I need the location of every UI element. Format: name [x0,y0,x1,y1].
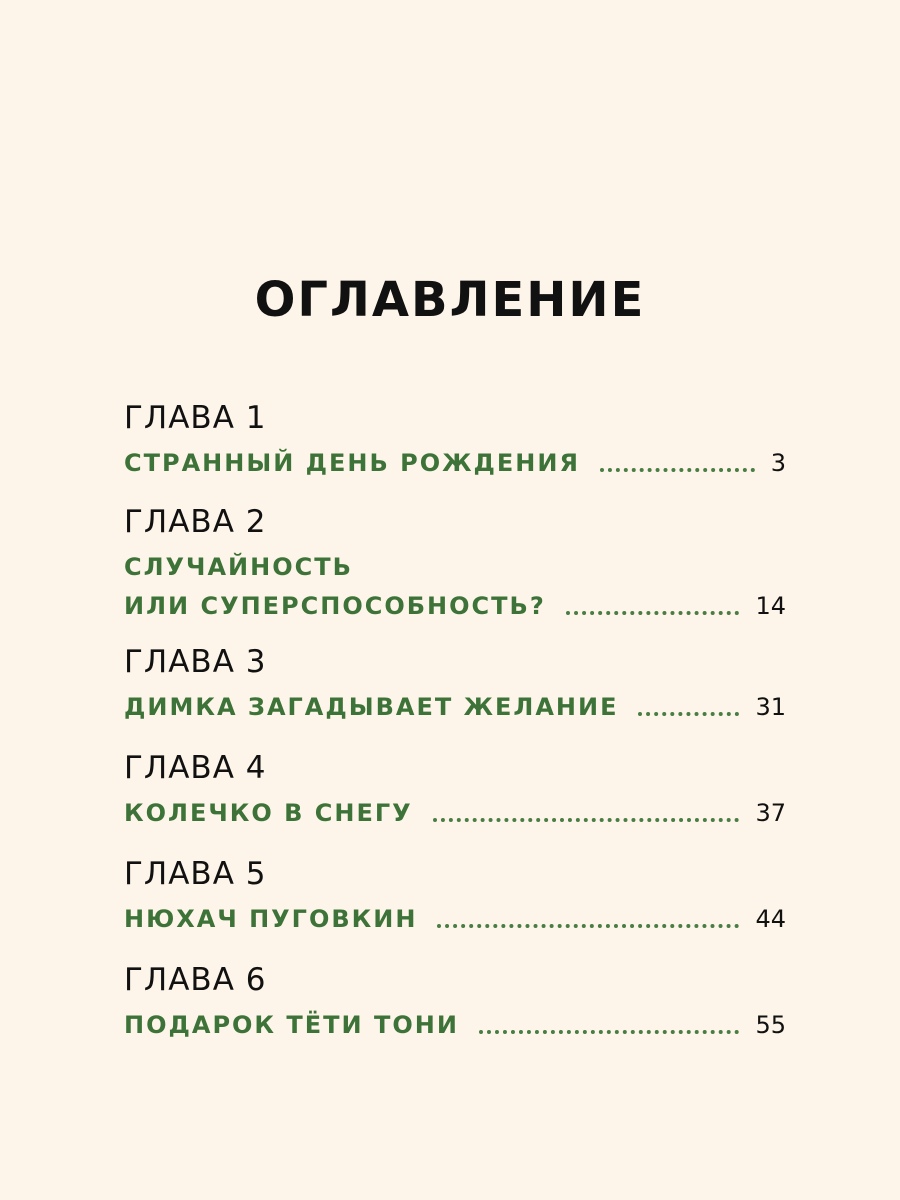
chapter-label: ГЛАВА 2 [124,504,267,540]
chapter-label: ГЛАВА 4 [124,750,267,786]
page-title: ОГЛАВЛЕНИЕ [254,272,646,328]
toc-entry[interactable] [124,448,786,479]
chapter-title [124,798,413,829]
chapter-title-line: НЮХАЧ ПУГОВКИН [124,905,418,933]
dot-leader [479,1026,740,1034]
page-number: 31 [755,693,786,721]
dot-leader [566,607,740,615]
chapter-title-line: ПОДАРОК ТЁТИ ТОНИ [124,1011,459,1039]
toc-entry[interactable] [124,552,786,622]
chapter-title [124,448,580,479]
page-number: 14 [755,592,786,620]
chapter-label: ГЛАВА 1 [124,400,267,436]
chapter-title [124,552,546,622]
chapter-title [124,692,618,723]
chapter-label: ГЛАВА 5 [124,856,267,892]
chapter-title-line: КОЛЕЧКО В СНЕГУ [124,799,413,827]
toc-entry[interactable] [124,904,786,935]
toc-entry[interactable] [124,798,786,829]
chapter-title [124,1010,459,1041]
page-number: 55 [755,1011,786,1039]
dot-leader [638,708,739,716]
dot-leader [437,920,739,928]
chapter-title [124,904,417,935]
dot-leader [433,814,740,822]
chapter-title-line: ИЛИ СУПЕРСПОСОБНОСТЬ? [124,592,546,620]
table-of-contents [124,400,786,1039]
toc-chapter-5 [124,856,786,933]
toc-entry[interactable] [124,1010,786,1041]
page-number: 3 [770,449,786,477]
chapter-title-line: ДИМКА ЗАГАДЫВАЕТ ЖЕЛАНИЕ [124,693,619,721]
toc-chapter-2 [124,504,786,620]
chapter-title-line: СТРАННЫЙ ДЕНЬ РОЖДЕНИЯ [124,449,580,477]
toc-entry[interactable] [124,692,786,723]
chapter-title-line: СЛУЧАЙНОСТЬ [124,553,353,581]
toc-chapter-3 [124,644,786,721]
toc-chapter-6 [124,962,786,1039]
page-number: 44 [755,905,786,933]
chapter-label: ГЛАВА 6 [124,962,267,998]
page-number: 37 [755,799,786,827]
chapter-label: ГЛАВА 3 [124,644,267,680]
toc-chapter-4 [124,750,786,827]
dot-leader [600,464,755,472]
toc-chapter-1 [124,400,786,477]
